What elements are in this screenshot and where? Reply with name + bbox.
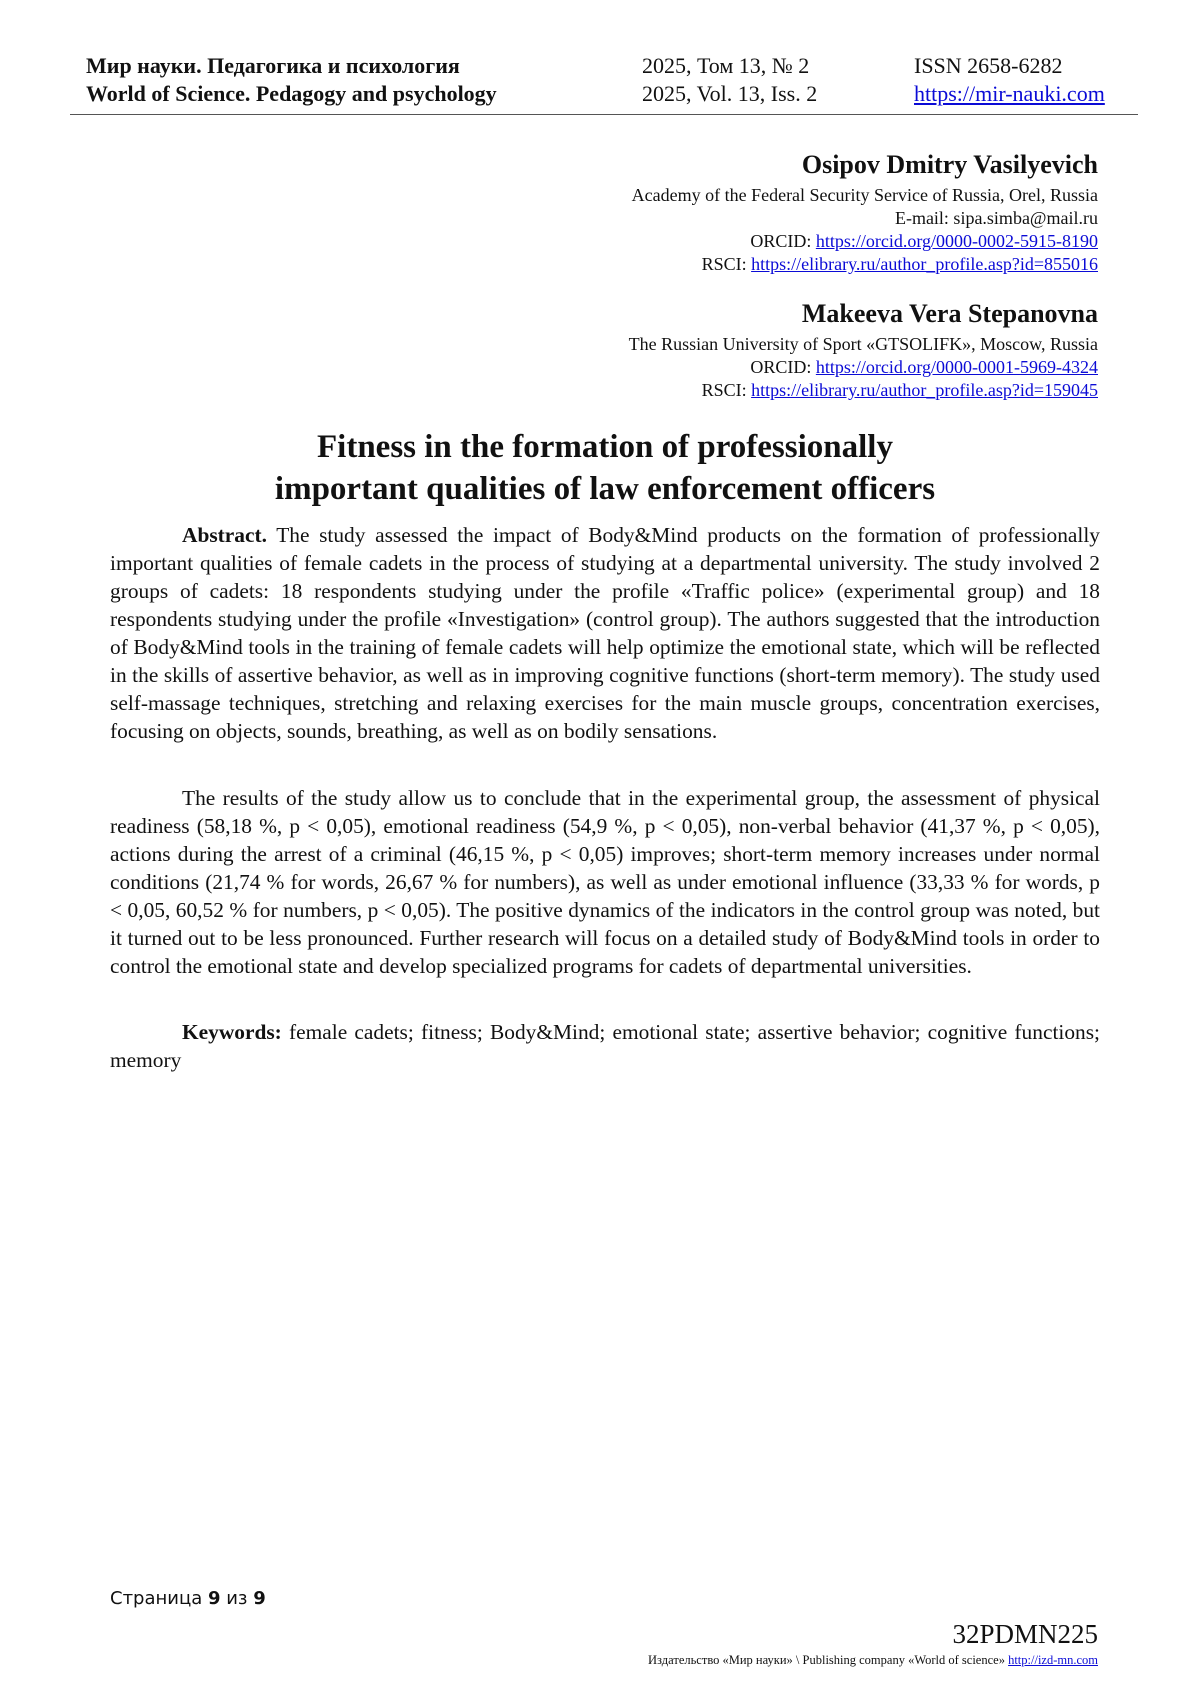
article-title bbox=[110, 426, 1100, 510]
issue-en: 2025, Vol. 13, Iss. 2 bbox=[642, 81, 818, 106]
author-orcid bbox=[629, 356, 1098, 379]
author-block bbox=[629, 297, 1098, 402]
abstract-paragraph bbox=[110, 521, 1100, 745]
orcid-link[interactable]: https://orcid.org/0000-0002-5915-8190 bbox=[815, 231, 1098, 251]
issue-ru: 2025, Том 13, № 2 bbox=[642, 53, 810, 78]
page-total: 9 bbox=[253, 1588, 266, 1609]
rsci-label: RSCI: bbox=[701, 254, 752, 274]
author-name: Makeeva Vera Stepanovna bbox=[801, 299, 1098, 328]
page-current: 9 bbox=[207, 1588, 221, 1609]
publisher-text: Издательство «Мир науки» \ Publishing company «World of science» bbox=[648, 1653, 1009, 1667]
title-line: Fitness in the formation of professionally bbox=[317, 429, 893, 465]
issn-block bbox=[914, 52, 1105, 108]
orcid-link[interactable]: https://orcid.org/0000-0001-5969-4324 bbox=[815, 357, 1098, 377]
issue-block bbox=[642, 52, 817, 108]
abstract-text: The study assessed the impact of Body&Mind products on the formation of professionally important qualities of female cadets in the process of studying at a departmental university. The study involved 2 groups of cadets: 18 respondents studying under the profile «Traffic police» (experimental group) and 18 respondents studying under the profile «Investigation» (control group). The authors suggested that the introduction of Body&Mind tools in the training of female cadets will help optimize the emotional state, which will be reflected in the skills of assertive behavior, as well as in improving cognitive functions (short-term memory). The study used self-massage techniques, stretching and relaxing exercises for the main muscle groups, concentration exercises, focusing on objects, sounds, breathing, as well as on bodily sensations. bbox=[110, 523, 1100, 743]
title-line: important qualities of law enforcement officers bbox=[274, 471, 936, 507]
author-orcid bbox=[632, 230, 1098, 253]
page-mid: из bbox=[220, 1588, 254, 1609]
keywords-label: Keywords: bbox=[182, 1020, 282, 1044]
author-affiliation: Academy of the Federal Security Service of Russia, Orel, Russia bbox=[631, 185, 1098, 205]
keywords bbox=[110, 1018, 1100, 1074]
publisher-link[interactable]: http://izd-mn.com bbox=[1008, 1653, 1098, 1667]
keywords-text: female cadets; fitness; Body&Mind; emotional state; assertive behavior; cognitive functions; memory bbox=[110, 1020, 1100, 1072]
author-rsci bbox=[632, 253, 1098, 276]
journal-name-ru: Мир науки. Педагогика и психология bbox=[86, 53, 460, 78]
publisher-line bbox=[648, 1652, 1098, 1668]
journal-header bbox=[86, 52, 1136, 112]
results-paragraph: The results of the study allow us to conclude that in the experimental group, the assessment of physical readiness (58,18 %, p < 0,05), emotional readiness (54,9 %, p < 0,05), non-verbal behavior (41,37 %, p < 0,05), actions during the arrest of a criminal (46,15 %, p < 0,05) improves; short-term memory increases under normal conditions (21,74 % for words, 26,67 % for numbers), as well as under emotional influence (33,33 % for words, p < 0,05, 60,52 % for numbers, p < 0,05). The positive dynamics of the indicators in the control group was noted, but it turned out to be less pronounced. Further research will focus on a detailed study of Body&Mind tools in order to control the emotional state and develop specialized programs for cadets of departmental universities. bbox=[110, 786, 1100, 978]
page-number bbox=[110, 1588, 266, 1609]
abstract bbox=[110, 521, 1100, 745]
header-divider bbox=[70, 114, 1138, 115]
results-section bbox=[110, 784, 1100, 980]
author-rsci bbox=[629, 379, 1098, 402]
rsci-label: RSCI: bbox=[701, 380, 752, 400]
author-affiliation: The Russian University of Sport «GTSOLIFK», Moscow, Russia bbox=[628, 334, 1098, 354]
orcid-label: ORCID: bbox=[750, 231, 816, 251]
abstract-label: Abstract. bbox=[182, 523, 267, 547]
keywords-paragraph bbox=[110, 1018, 1100, 1074]
page-prefix: Страница bbox=[110, 1588, 208, 1609]
author-name: Osipov Dmitry Vasilyevich bbox=[801, 150, 1098, 179]
journal-site-link[interactable]: https://mir-nauki.com bbox=[914, 81, 1105, 106]
rsci-link[interactable]: https://elibrary.ru/author_profile.asp?id=159045 bbox=[751, 380, 1098, 400]
journal-name-block bbox=[86, 52, 497, 108]
orcid-label: ORCID: bbox=[750, 357, 816, 377]
author-block bbox=[632, 148, 1098, 276]
author-email: E-mail: sipa.simba@mail.ru bbox=[894, 208, 1098, 228]
article-code: 32PDMN225 bbox=[952, 1619, 1098, 1649]
journal-name-en: World of Science. Pedagogy and psychology bbox=[86, 81, 497, 106]
rsci-link[interactable]: https://elibrary.ru/author_profile.asp?id=855016 bbox=[751, 254, 1098, 274]
issn: ISSN 2658-6282 bbox=[914, 53, 1063, 78]
